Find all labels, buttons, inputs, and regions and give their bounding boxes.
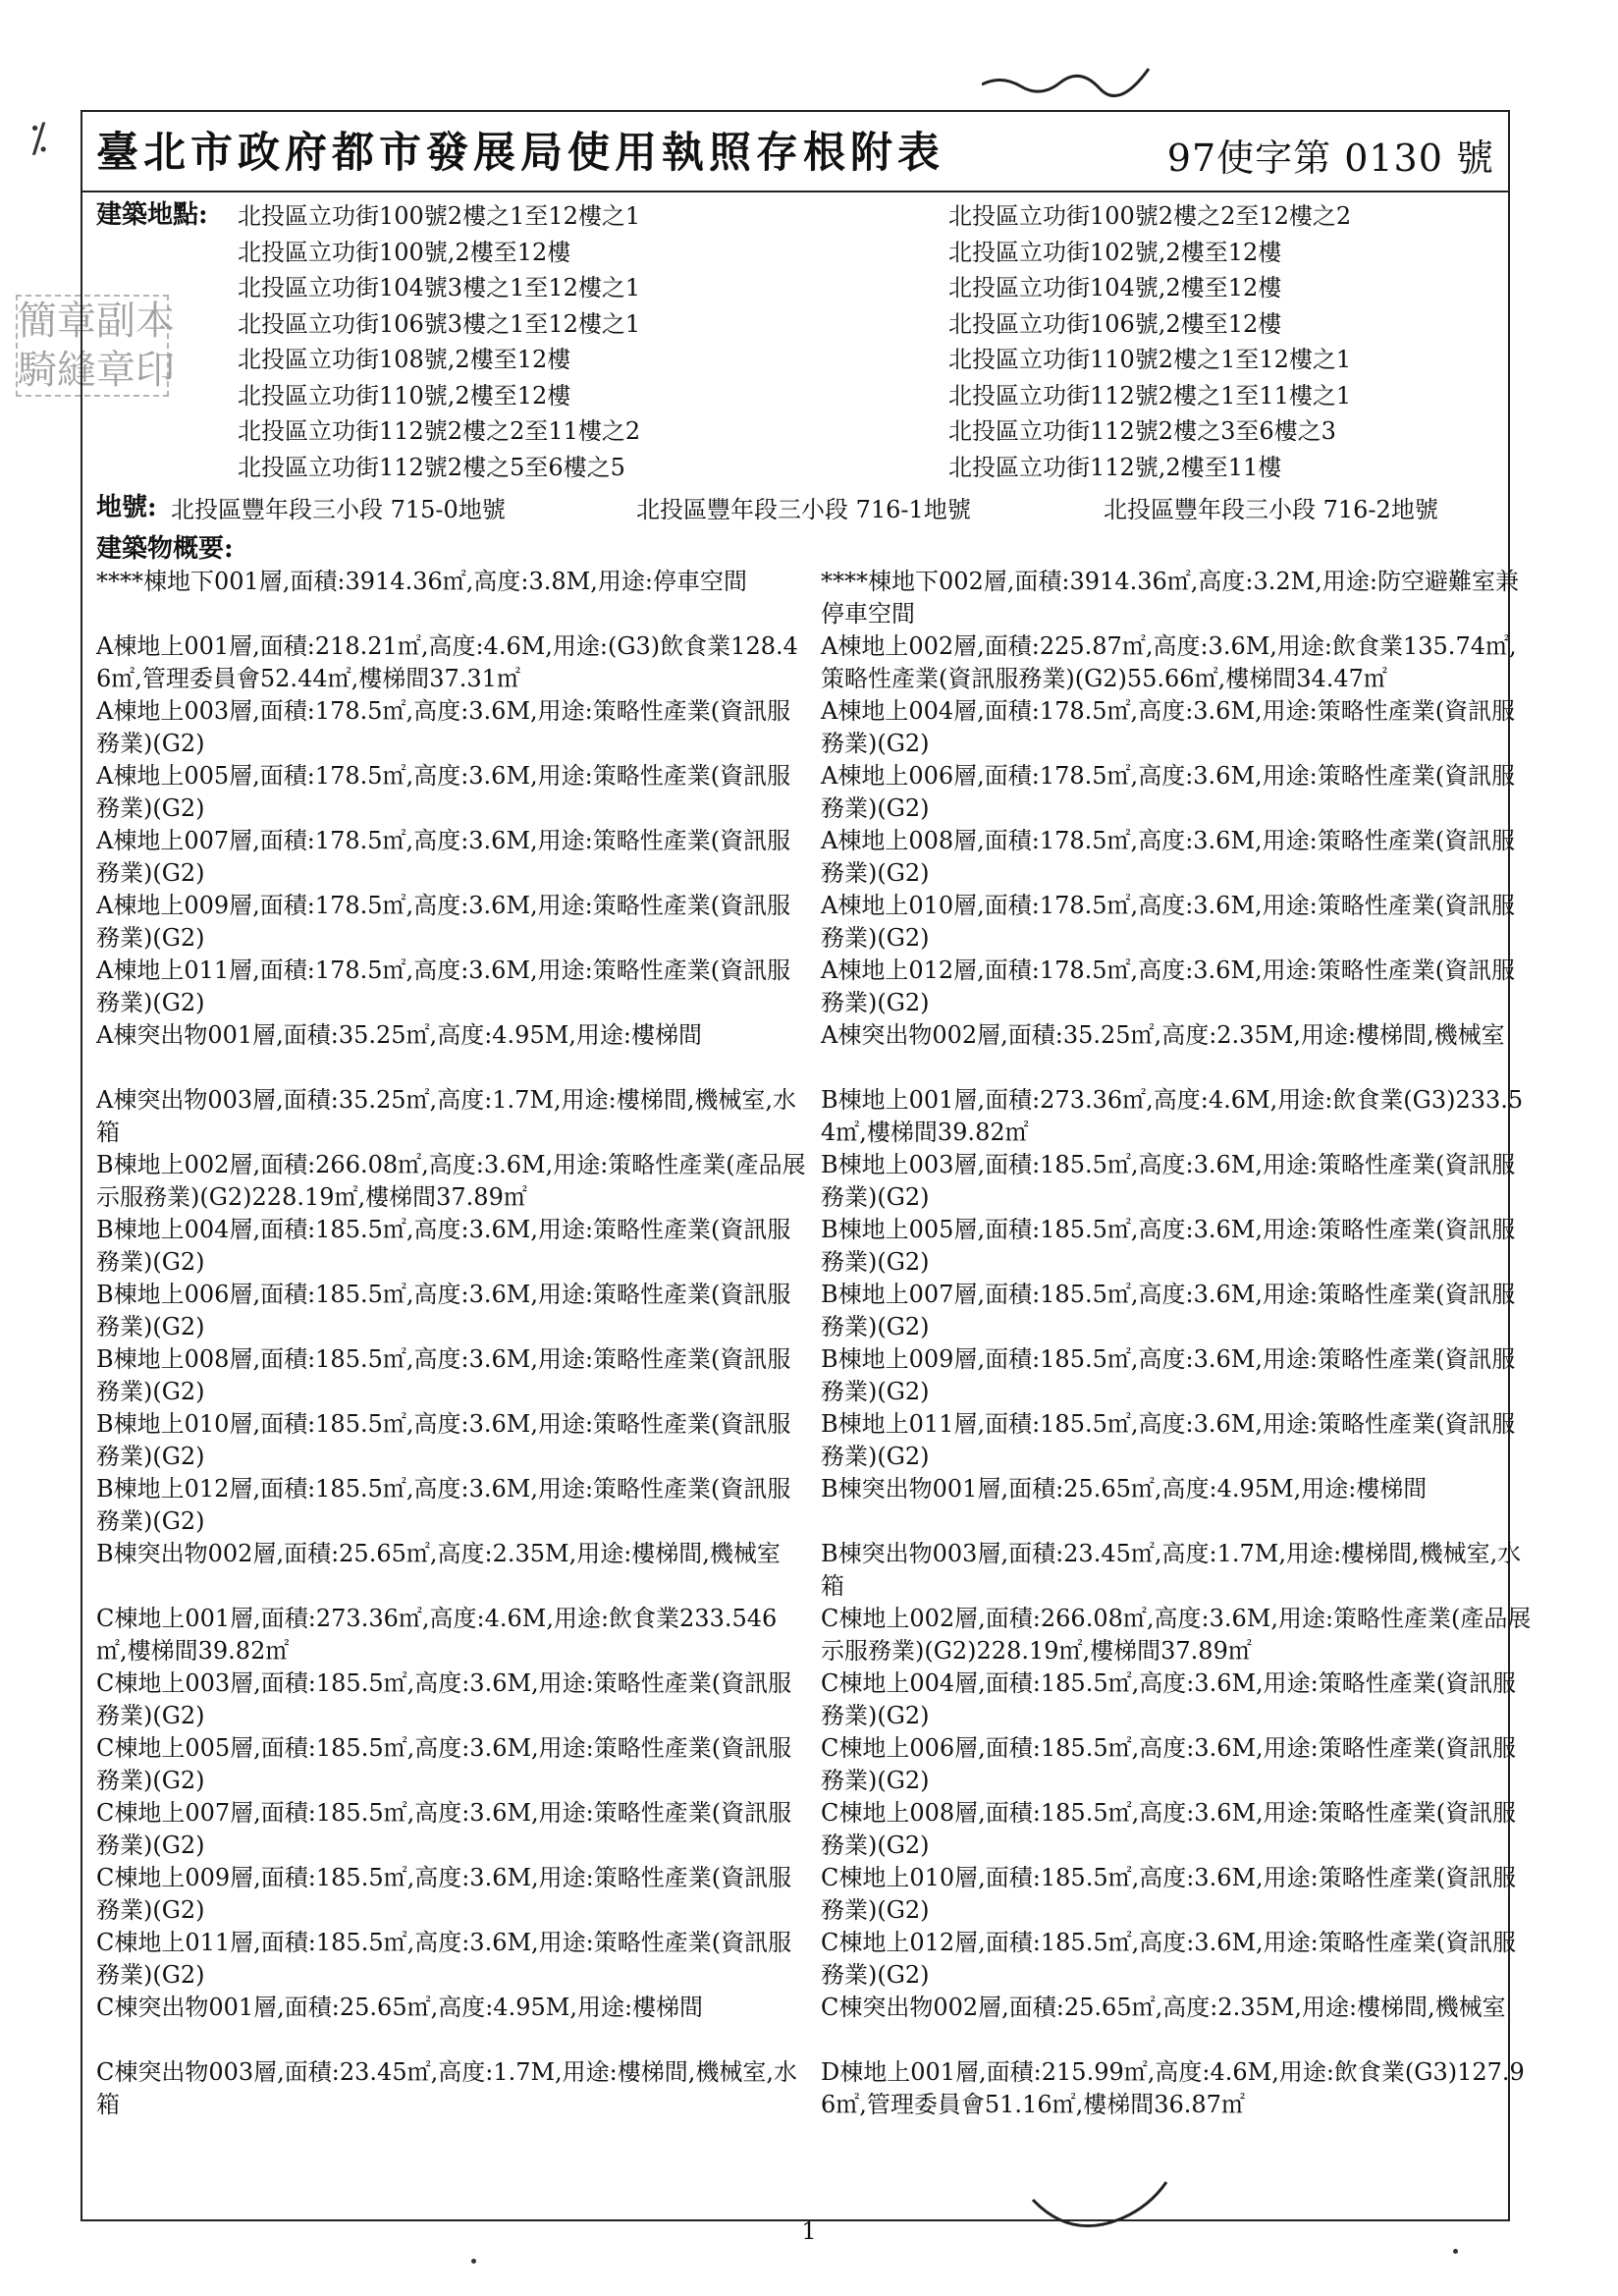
lot-item: 北投區豐年段三小段 716-2地號 <box>1104 496 1438 523</box>
address-line: 北投區立功街112號2樓之3至6樓之3 <box>948 417 1336 445</box>
floor-entry: B棟地上010層,面積:185.5㎡,高度:3.6M,用途:策略性產業(資訊服務業)(G2) <box>96 1410 791 1470</box>
floor-entry: B棟地上003層,面積:185.5㎡,高度:3.6M,用途:策略性產業(資訊服務業)(G2) <box>821 1151 1516 1211</box>
floor-entry: B棟地上009層,面積:185.5㎡,高度:3.6M,用途:策略性產業(資訊服務業)(G2) <box>821 1345 1516 1405</box>
lot-item: 北投區豐年段三小段 716-1地號 <box>636 496 971 523</box>
floor-entry: C棟地上005層,面積:185.5㎡,高度:3.6M,用途:策略性產業(資訊服務業)(G2) <box>96 1734 792 1794</box>
address-line: 北投區立功街110號2樓之1至12樓之1 <box>948 346 1352 373</box>
floor-entry: A棟地上001層,面積:218.21㎡,高度:4.6M,用途:(G3)飲食業128.46㎡,管理委員會52.44㎡,樓梯間37.31㎡ <box>96 632 798 692</box>
floor-entry: B棟地上012層,面積:185.5㎡,高度:3.6M,用途:策略性產業(資訊服務業)(G2) <box>96 1475 791 1535</box>
floor-entry: C棟突出物001層,面積:25.65㎡,高度:4.95M,用途:樓梯間 <box>96 1994 704 2021</box>
document-frame <box>81 110 1532 2221</box>
floor-entry: A棟突出物003層,面積:35.25㎡,高度:1.7M,用途:樓梯間,機械室,水箱 <box>96 1086 796 1146</box>
address-line: 北投區立功街110號,2樓至12樓 <box>238 381 571 410</box>
floor-entry: B棟地上006層,面積:185.5㎡,高度:3.6M,用途:策略性產業(資訊服務業)(G2) <box>96 1281 791 1340</box>
floor-entry: C棟地上006層,面積:185.5㎡,高度:3.6M,用途:策略性產業(資訊服務業)(G2) <box>821 1734 1517 1794</box>
address-line: 北投區立功街102號,2樓至12樓 <box>948 238 1282 266</box>
floor-entry: B棟突出物003層,面積:23.45㎡,高度:1.7M,用途:樓梯間,機械室,水箱 <box>821 1540 1522 1600</box>
address-line: 北投區立功街112號2樓之2至11樓之2 <box>238 417 641 445</box>
floor-entry: B棟地上002層,面積:266.08㎡,高度:3.6M,用途:策略性產業(產品展示服務業)(G2)228.19㎡,樓梯間37.89㎡ <box>96 1151 806 1211</box>
floor-entry: C棟突出物003層,面積:23.45㎡,高度:1.7M,用途:樓梯間,機械室,水箱 <box>96 2058 798 2118</box>
floor-entry: C棟地上012層,面積:185.5㎡,高度:3.6M,用途:策略性產業(資訊服務業)(G2) <box>821 1929 1517 1989</box>
floor-entry: A棟地上009層,面積:178.5㎡,高度:3.6M,用途:策略性產業(資訊服務業)(G2) <box>96 892 791 952</box>
floor-entry: A棟突出物002層,面積:35.25㎡,高度:2.35M,用途:樓梯間,機械室 <box>821 1021 1505 1049</box>
floor-entry: A棟地上006層,面積:178.5㎡,高度:3.6M,用途:策略性產業(資訊服務業)(G2) <box>821 762 1516 822</box>
address-section <box>96 198 1494 483</box>
floor-entry: B棟地上007層,面積:185.5㎡,高度:3.6M,用途:策略性產業(資訊服務業)(G2) <box>821 1281 1516 1340</box>
address-line: 北投區立功街112號,2樓至11樓 <box>948 453 1282 481</box>
address-line: 北投區立功街106號,2樓至12樓 <box>948 309 1282 338</box>
floor-entry: D棟地上001層,面積:215.99㎡,高度:4.6M,用途:飲食業(G3)127.96㎡,管理委員會51.16㎡,樓梯間36.87㎡ <box>821 2058 1525 2118</box>
floor-entry: C棟地上010層,面積:185.5㎡,高度:3.6M,用途:策略性產業(資訊服務業)(G2) <box>821 1864 1517 1924</box>
document-title: 臺北市政府都市發展局使用執照存根附表 <box>96 129 944 178</box>
scan-mark: ⁒ <box>29 116 47 161</box>
floor-entry: A棟地上003層,面積:178.5㎡,高度:3.6M,用途:策略性產業(資訊服務業)(G2) <box>96 697 791 757</box>
address-line: 北投區立功街106號3樓之1至12樓之1 <box>238 309 641 338</box>
address-line: 北投區立功街112號2樓之5至6樓之5 <box>238 453 625 481</box>
floor-entry: B棟突出物002層,面積:25.65㎡,高度:2.35M,用途:樓梯間,機械室 <box>96 1540 781 1567</box>
floor-entry: A棟地上012層,面積:178.5㎡,高度:3.6M,用途:策略性產業(資訊服務業)(G2) <box>821 957 1516 1016</box>
address-line: 北投區立功街100號,2樓至12樓 <box>238 238 571 266</box>
floor-entry: B棟地上011層,面積:185.5㎡,高度:3.6M,用途:策略性產業(資訊服務業)(G2) <box>821 1410 1516 1470</box>
scan-dot <box>471 2259 476 2264</box>
floor-entry: B棟地上001層,面積:273.36㎡,高度:4.6M,用途:飲食業(G3)233.54㎡,樓梯間39.82㎡ <box>821 1086 1524 1146</box>
lot-item: 北投區豐年段三小段 715-0地號 <box>171 496 506 523</box>
floor-entry: A棟地上011層,面積:178.5㎡,高度:3.6M,用途:策略性產業(資訊服務業)(G2) <box>96 957 791 1016</box>
floor-entry: ****棟地下001層,面積:3914.36㎡,高度:3.8M,用途:停車空間 <box>96 568 747 595</box>
floor-entry: B棟地上004層,面積:185.5㎡,高度:3.6M,用途:策略性產業(資訊服務業)(G2) <box>96 1216 791 1276</box>
floor-entry: A棟地上002層,面積:225.87㎡,高度:3.6M,用途:飲食業135.74㎡,策略性產業(資訊服務業)(G2)55.66㎡,樓梯間34.47㎡ <box>821 632 1517 692</box>
floor-entry: C棟地上008層,面積:185.5㎡,高度:3.6M,用途:策略性產業(資訊服務業)(G2) <box>821 1799 1517 1859</box>
floor-entry: C棟地上001層,面積:273.36㎡,高度:4.6M,用途:飲食業233.546㎡,樓梯間39.82㎡ <box>96 1605 778 1665</box>
scan-dot <box>1453 2249 1458 2254</box>
floor-entry: C棟地上007層,面積:185.5㎡,高度:3.6M,用途:策略性產業(資訊服務業)(G2) <box>96 1799 792 1859</box>
document-body <box>96 198 1532 2219</box>
address-list-left <box>238 198 640 485</box>
floor-entry: B棟地上008層,面積:185.5㎡,高度:3.6M,用途:策略性產業(資訊服務業)(G2) <box>96 1345 791 1405</box>
seal-stamp: 簡 章 副 本 騎 縫 章 印 <box>16 295 169 397</box>
floor-entry: C棟地上003層,面積:185.5㎡,高度:3.6M,用途:策略性產業(資訊服務業)(G2) <box>96 1669 792 1729</box>
address-line: 北投區立功街112號2樓之1至11樓之1 <box>948 381 1352 410</box>
address-line: 北投區立功街104號,2樓至12樓 <box>948 274 1282 301</box>
floor-entry: A棟地上010層,面積:178.5㎡,高度:3.6M,用途:策略性產業(資訊服務業)(G2) <box>821 892 1516 952</box>
lot-label: 地號: <box>96 493 157 522</box>
floor-entry: C棟地上002層,面積:266.08㎡,高度:3.6M,用途:策略性產業(產品展示服務業)(G2)228.19㎡,樓梯間37.89㎡ <box>821 1605 1532 1665</box>
floor-entry: C棟地上009層,面積:185.5㎡,高度:3.6M,用途:策略性產業(資訊服務業)(G2) <box>96 1864 792 1924</box>
floor-entry: B棟地上005層,面積:185.5㎡,高度:3.6M,用途:策略性產業(資訊服務業)(G2) <box>821 1216 1516 1276</box>
address-line: 北投區立功街100號2樓之2至12樓之2 <box>948 202 1352 230</box>
floor-entry: B棟突出物001層,面積:25.65㎡,高度:4.95M,用途:樓梯間 <box>821 1475 1428 1503</box>
lot-section <box>96 491 1494 530</box>
page-number: 1 <box>801 2217 817 2245</box>
permit-number: 97使字第 0130 號 <box>1166 137 1494 180</box>
floor-entry: A棟地上005層,面積:178.5㎡,高度:3.6M,用途:策略性產業(資訊服務業)(G2) <box>96 762 791 822</box>
floor-entry: C棟地上004層,面積:185.5㎡,高度:3.6M,用途:策略性產業(資訊服務業)(G2) <box>821 1669 1517 1729</box>
address-line: 北投區立功街100號2樓之1至12樓之1 <box>238 202 641 230</box>
overview-grid <box>96 566 1532 2121</box>
address-list-right <box>948 198 1351 485</box>
overview-label: 建築物概要: <box>96 534 234 564</box>
floor-entry: C棟突出物002層,面積:25.65㎡,高度:2.35M,用途:樓梯間,機械室 <box>821 1994 1506 2021</box>
address-line: 北投區立功街108號,2樓至12樓 <box>238 346 571 373</box>
floor-entry: A棟突出物001層,面積:35.25㎡,高度:4.95M,用途:樓梯間 <box>96 1021 703 1049</box>
address-label: 建築地點: <box>96 200 208 230</box>
floor-entry: A棟地上007層,面積:178.5㎡,高度:3.6M,用途:策略性產業(資訊服務業)(G2) <box>96 827 791 887</box>
document-header <box>82 112 1508 192</box>
floor-entry: A棟地上008層,面積:178.5㎡,高度:3.6M,用途:策略性產業(資訊服務業)(G2) <box>821 827 1516 887</box>
address-line: 北投區立功街104號3樓之1至12樓之1 <box>238 274 641 301</box>
floor-entry: A棟地上004層,面積:178.5㎡,高度:3.6M,用途:策略性產業(資訊服務業)(G2) <box>821 697 1516 757</box>
floor-entry: ****棟地下002層,面積:3914.36㎡,高度:3.2M,用途:防空避難室兼停車空間 <box>821 568 1519 628</box>
floor-entry: C棟地上011層,面積:185.5㎡,高度:3.6M,用途:策略性產業(資訊服務業)(G2) <box>96 1929 792 1989</box>
scribble-mark <box>982 65 1159 104</box>
